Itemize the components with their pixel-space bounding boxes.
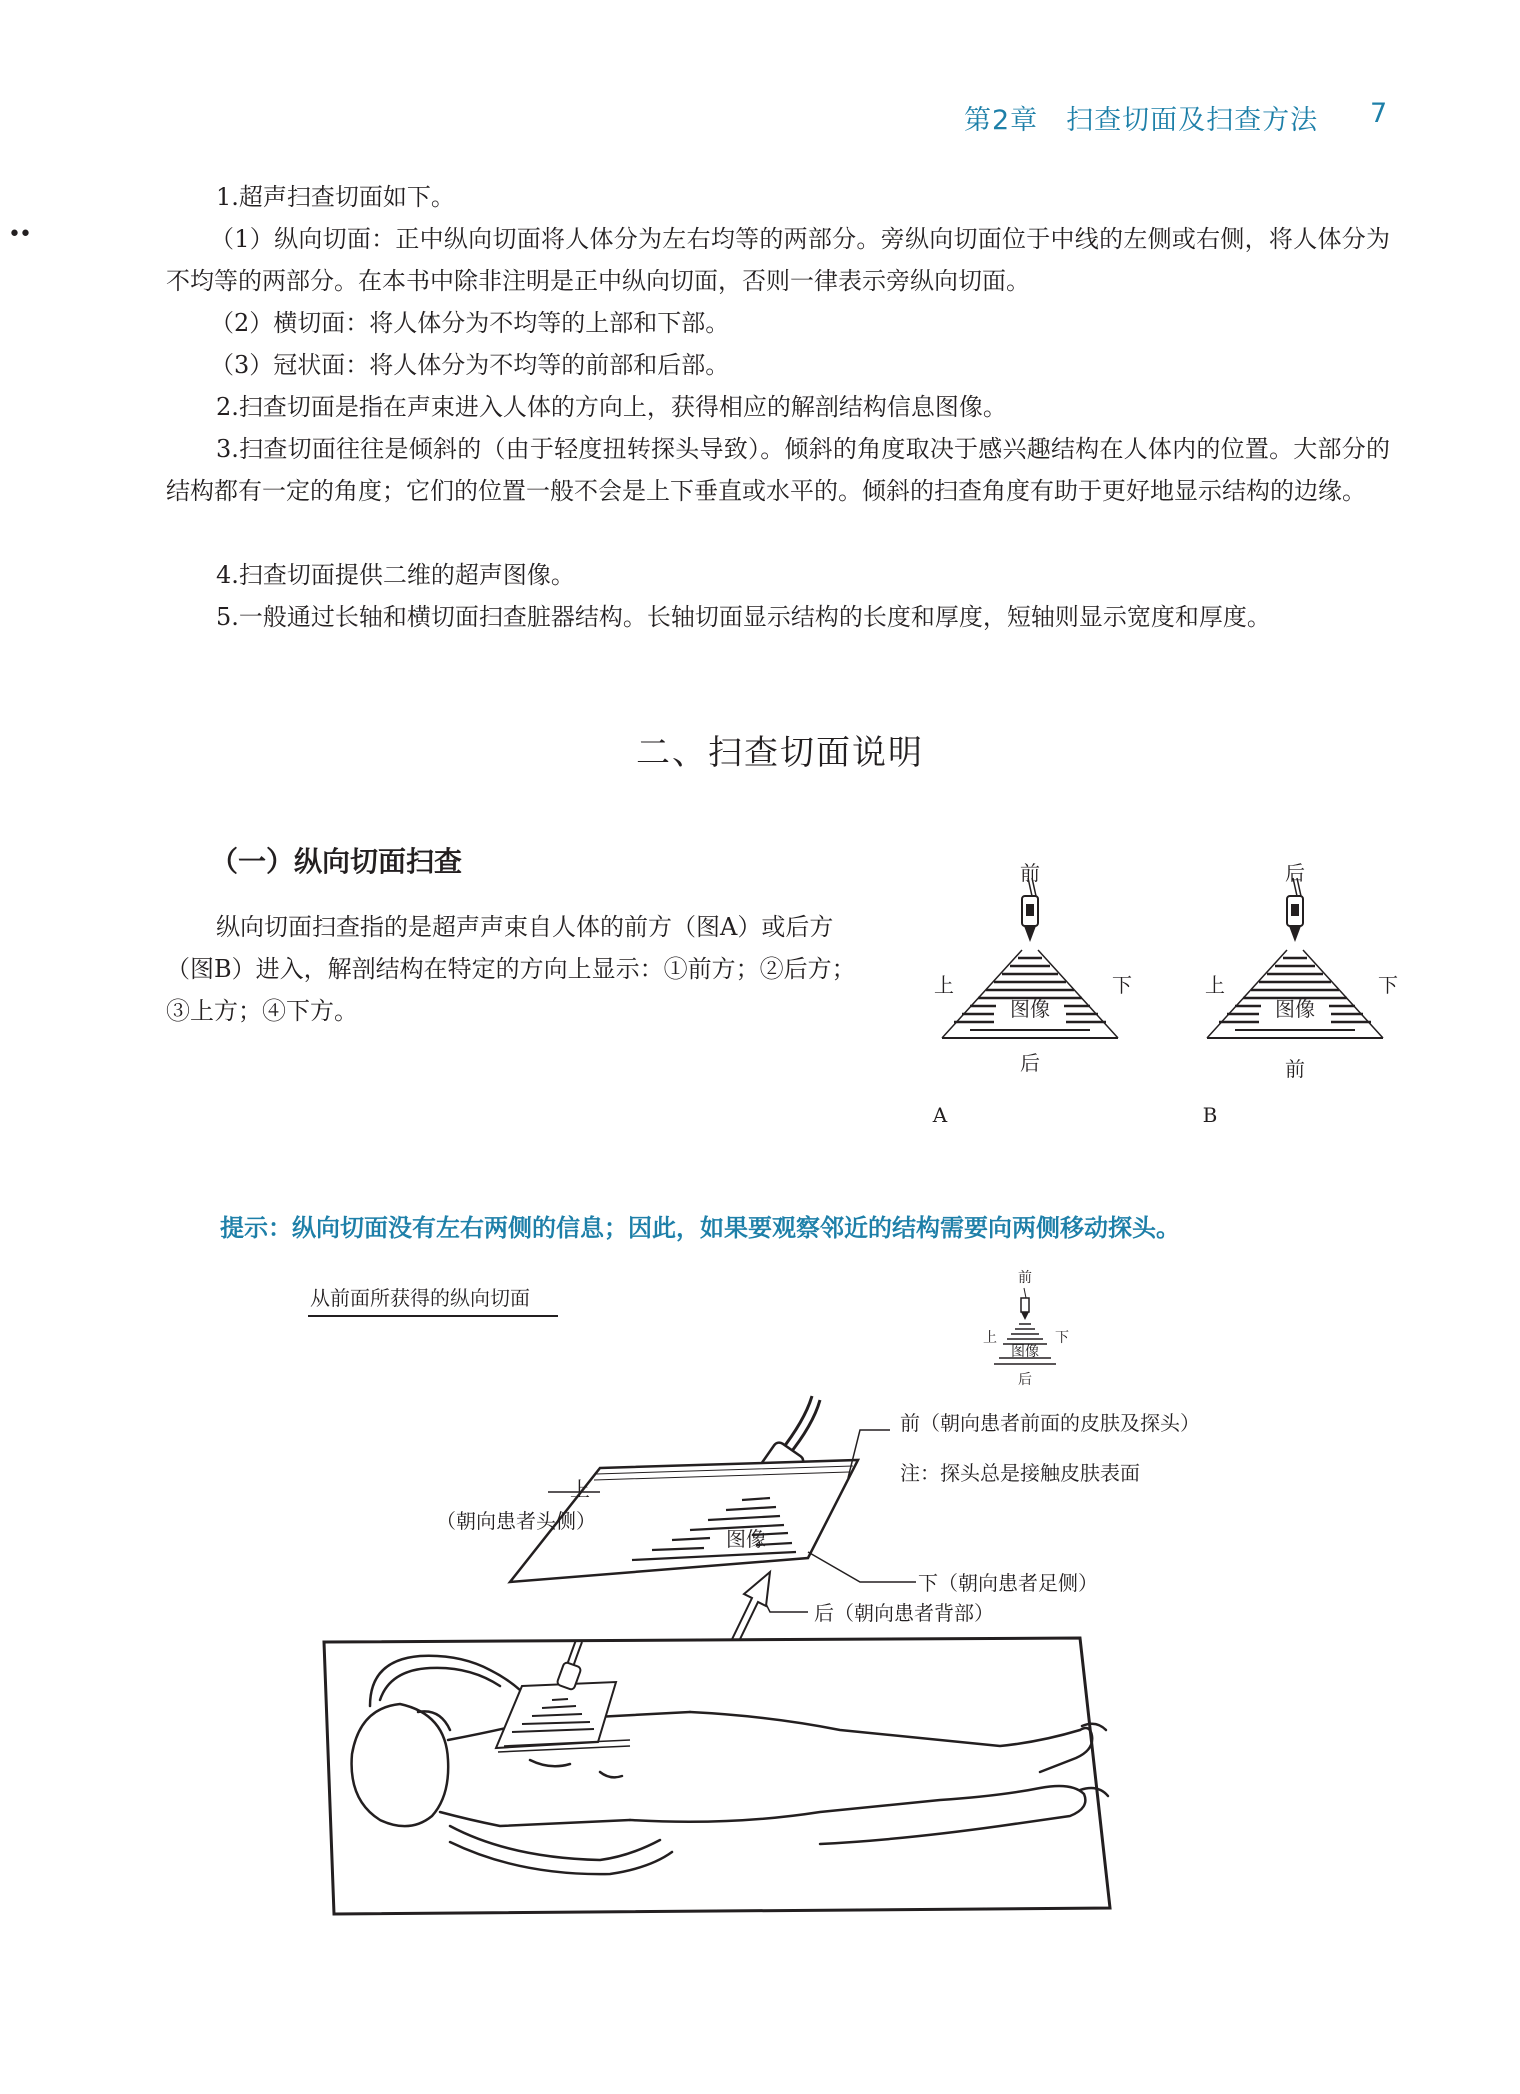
label-posterior: 后（朝向患者背部） bbox=[814, 1601, 994, 1625]
subsection-paragraph: 纵向切面扫查指的是超声声束自人体的前方（图A）或后方（图B）进入，解剖结构在特定的方向上显示：①前方；②后方；③上方；④下方。 bbox=[166, 913, 856, 1025]
label-superior-sub: （朝向患者头侧） bbox=[436, 1509, 596, 1533]
label-note: 注：探头总是接触皮肤表面 bbox=[900, 1461, 1140, 1485]
paragraph-1: 1.超声扫查切面如下。 bbox=[216, 183, 455, 211]
chapter-title: 第2章 扫查切面及扫查方法 bbox=[964, 105, 1319, 136]
label-anterior: 前（朝向患者前面的皮肤及探头） bbox=[900, 1411, 1200, 1435]
fig-a-caption: A bbox=[932, 1103, 948, 1127]
illustration-heading: 从前面所获得的纵向切面 bbox=[310, 1286, 530, 1310]
label-inferior: 下（朝向患者足侧） bbox=[918, 1571, 1098, 1595]
fig-b-top-label: 后 bbox=[1285, 861, 1305, 885]
mini-right-label: 下 bbox=[1055, 1330, 1069, 1346]
fig-a-bottom-label: 后 bbox=[1020, 1051, 1040, 1075]
fig-a-top-label: 前 bbox=[1020, 861, 1040, 885]
mini-top-label: 前 bbox=[1018, 1270, 1032, 1286]
plane-image-label: 图像 bbox=[726, 1527, 766, 1551]
paragraph-1-2: （2）横切面：将人体分为不均等的上部和下部。 bbox=[210, 309, 730, 337]
fig-b-bottom-label: 前 bbox=[1285, 1057, 1305, 1081]
figure-ab bbox=[900, 850, 1420, 1140]
fig-b-caption: B bbox=[1202, 1103, 1218, 1127]
page-number: 7 bbox=[1370, 98, 1388, 129]
paragraph-3: 3.扫查切面往往是倾斜的（由于轻度扭转探头导致）。倾斜的角度取决于感兴趣结构在人体内的位置。大部分的结构都有一定的角度；它们的位置一般不会是上下垂直或水平的。倾斜的扫查角度有助于更好地显示结构的边缘。 bbox=[166, 435, 1390, 505]
mini-image-label: 图像 bbox=[1011, 1344, 1039, 1360]
label-superior: 上 bbox=[570, 1477, 590, 1501]
paragraph-1-1: （1）纵向切面：正中纵向切面将人体分为左右均等的两部分。旁纵向切面位于中线的左侧或右侧，将人体分为不均等的两部分。在本书中除非注明是正中纵向切面，否则一律表示旁纵向切面。 bbox=[166, 225, 1390, 295]
fig-a-left-label: 上 bbox=[934, 973, 954, 997]
paragraph-5: 5.一般通过长轴和横切面扫查脏器结构。长轴切面显示结构的长度和厚度，短轴则显示宽度和厚度。 bbox=[216, 603, 1271, 631]
mini-diagram bbox=[983, 1270, 1069, 1388]
mini-left-label: 上 bbox=[983, 1330, 997, 1346]
fig-b-image-label: 图像 bbox=[1275, 997, 1315, 1021]
margin-marker: •• bbox=[8, 222, 30, 247]
paragraph-2: 2.扫查切面是指在声束进入人体的方向上，获得相应的解剖结构信息图像。 bbox=[216, 393, 1007, 421]
fig-b-left-label: 上 bbox=[1205, 973, 1225, 997]
tip-text: 提示：纵向切面没有左右两侧的信息；因此，如果要观察邻近的结构需要向两侧移动探头。 bbox=[220, 1214, 1180, 1242]
fig-a-right-label: 下 bbox=[1112, 973, 1132, 997]
fig-a-image-label: 图像 bbox=[1010, 997, 1050, 1021]
paragraph-1-3: （3）冠状面：将人体分为不均等的前部和后部。 bbox=[210, 351, 730, 379]
section-title: 二、扫查切面说明 bbox=[636, 733, 924, 773]
mini-bottom-label: 后 bbox=[1018, 1372, 1032, 1388]
subsection-title: （一）纵向切面扫查 bbox=[210, 845, 463, 878]
longitudinal-illustration bbox=[300, 1260, 1300, 1940]
fig-b-right-label: 下 bbox=[1378, 973, 1398, 997]
paragraph-4: 4.扫查切面提供二维的超声图像。 bbox=[216, 561, 575, 589]
